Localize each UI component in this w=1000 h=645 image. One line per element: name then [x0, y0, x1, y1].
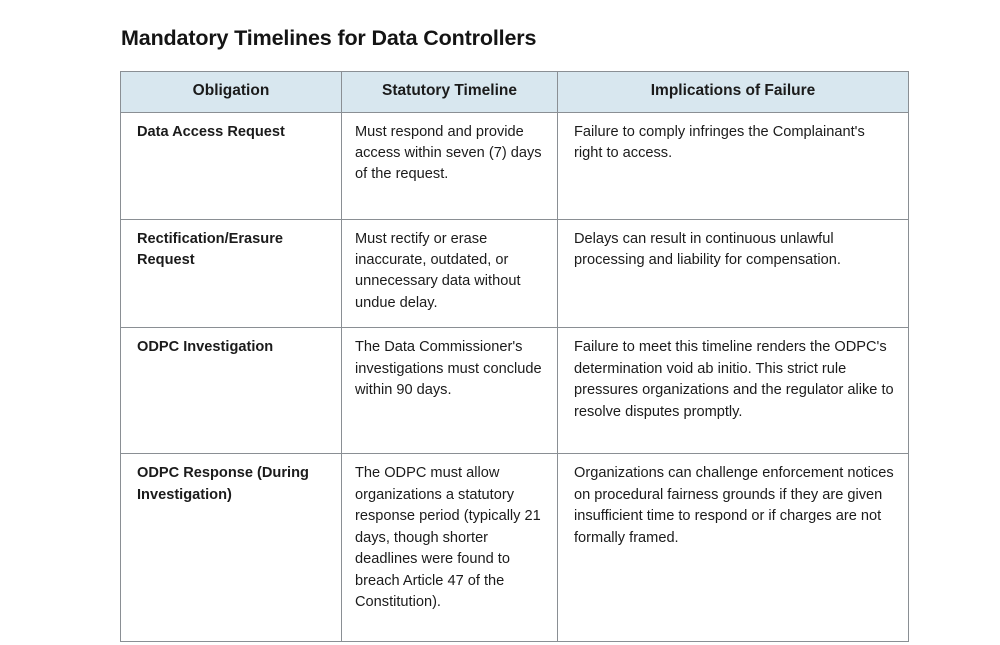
cell-statutory-timeline: The Data Commissioner's investigations must conclude within 90 days. — [342, 328, 558, 454]
cell-obligation: ODPC Response (During Investigation) — [121, 454, 342, 642]
table-header — [121, 72, 909, 113]
table-row — [121, 454, 909, 642]
cell-obligation: Data Access Request — [121, 112, 342, 219]
table-header-row — [121, 72, 909, 113]
cell-implications-of-failure: Failure to comply infringes the Complainant's right to access. — [558, 112, 909, 219]
cell-statutory-timeline: The ODPC must allow organizations a statutory response period (typically 21 days, though shorter deadlines were found to breach Article 47 of the Constitution). — [342, 454, 558, 642]
cell-obligation: ODPC Investigation — [121, 328, 342, 454]
mandatory-timelines-table — [120, 71, 909, 642]
cell-statutory-timeline: Must rectify or erase inaccurate, outdated, or unnecessary data without undue delay. — [342, 219, 558, 328]
column-header-obligation: Obligation — [121, 72, 342, 113]
column-header-statutory-timeline: Statutory Timeline — [342, 72, 558, 113]
page-title: Mandatory Timelines for Data Controllers — [121, 26, 537, 50]
timelines-table-container — [120, 71, 908, 642]
cell-obligation: Rectification/Erasure Request — [121, 219, 342, 328]
cell-implications-of-failure: Failure to meet this timeline renders the ODPC's determination void ab initio. This strict rule pressures organizations and the regulator alike to resolve disputes promptly. — [558, 328, 909, 454]
table-row — [121, 328, 909, 454]
table-body — [121, 112, 909, 642]
cell-implications-of-failure: Organizations can challenge enforcement notices on procedural fairness grounds if they are given insufficient time to respond or if charges are not formally framed. — [558, 454, 909, 642]
cell-statutory-timeline: Must respond and provide access within seven (7) days of the request. — [342, 112, 558, 219]
table-row — [121, 219, 909, 328]
cell-implications-of-failure: Delays can result in continuous unlawful processing and liability for compensation. — [558, 219, 909, 328]
table-row — [121, 112, 909, 219]
column-header-implications-of-failure: Implications of Failure — [558, 72, 909, 113]
